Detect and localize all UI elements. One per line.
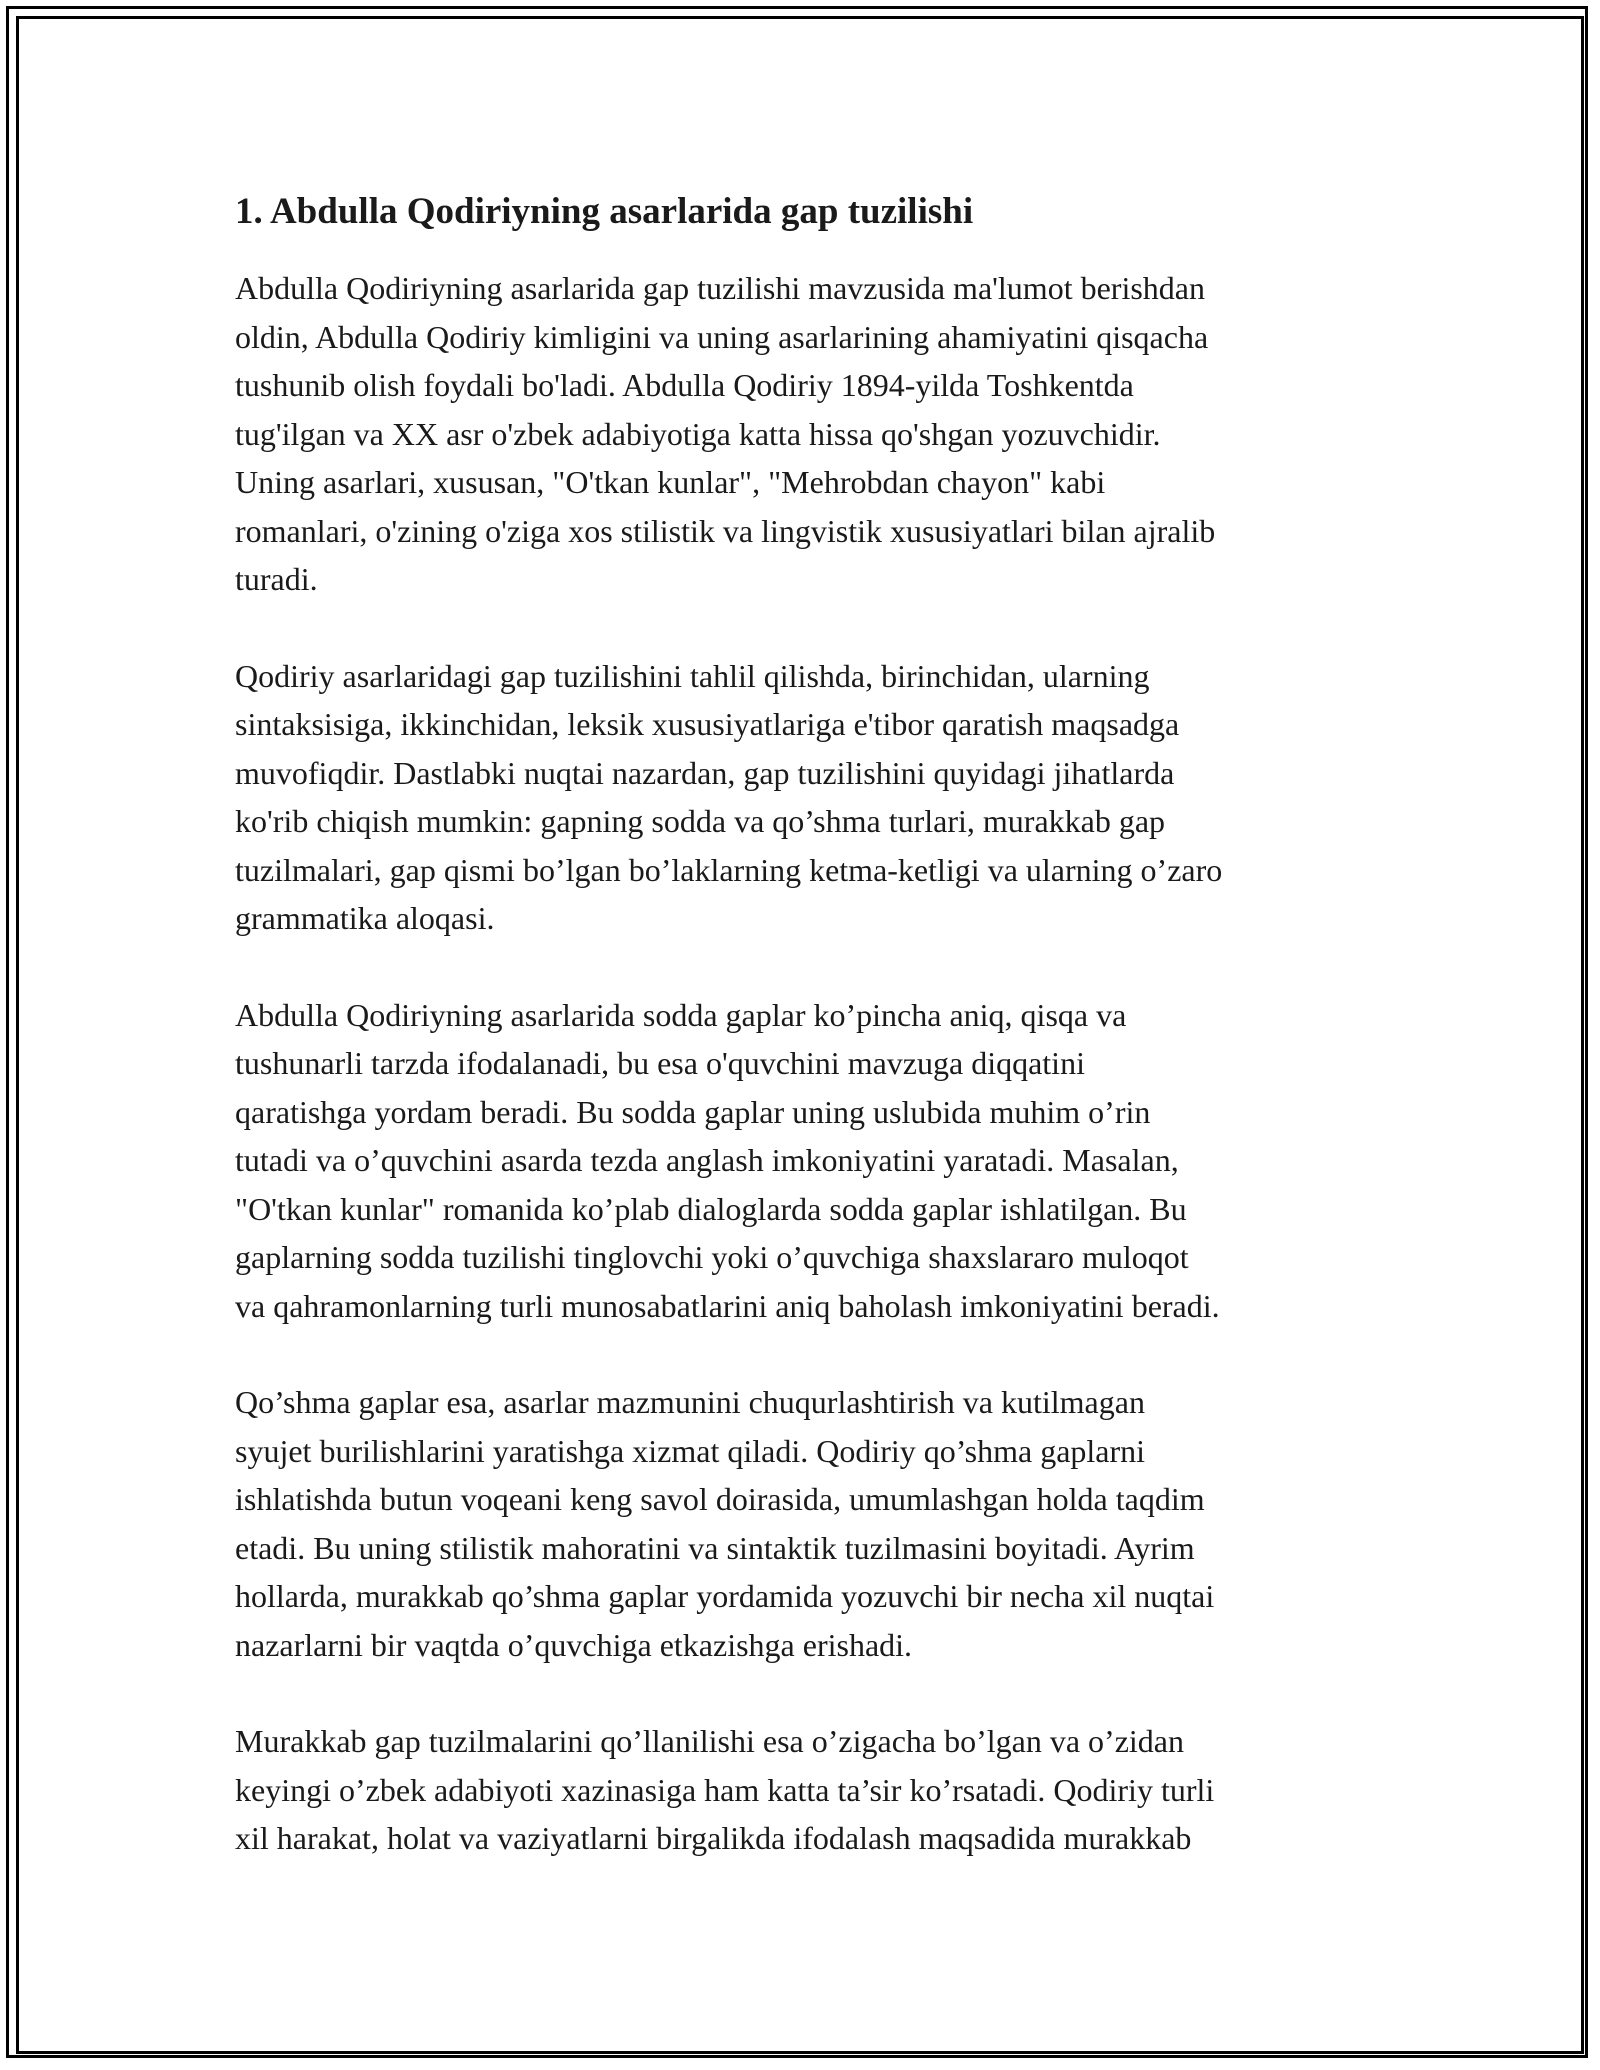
paragraph-line: Qodiriy asarlaridagi gap tuzilishini tahlil qilishda, birinchidan, ularning <box>235 657 1150 694</box>
paragraph-line: hollarda, murakkab qo’shma gaplar yordamida yozuvchi bir necha xil nuqtai <box>235 1578 1215 1615</box>
paragraph-line: romanlari, o'zining o'ziga xos stilistik va lingvistik xususiyatlari bilan ajralib <box>235 512 1216 549</box>
paragraph-line: nazarlarni bir vaqtda o’quvchiga etkazishga erishadi. <box>235 1626 913 1663</box>
paragraph-line: turadi. <box>235 561 318 598</box>
paragraph-line: Murakkab gap tuzilmalarini qo’llanilishi esa o’zigacha bo’lgan va o’zidan <box>235 1723 1184 1760</box>
paragraph-line: oldin, Abdulla Qodiriy kimligini va uning asarlarining ahamiyatini qisqacha <box>235 318 1209 355</box>
paragraph-line: ishlatishda butun voqeani keng savol doirasida, umumlashgan holda taqdim <box>235 1481 1205 1518</box>
paragraph-line: etadi. Bu uning stilistik mahoratini va sintaktik tuzilmasini boyitadi. Ayrim <box>235 1529 1195 1566</box>
paragraph-line: qaratishga yordam beradi. Bu sodda gaplar uning uslubida muhim o’rin <box>235 1093 1151 1130</box>
paragraph-line: tushunarli tarzda ifodalanadi, bu esa o'quvchini mavzuga diqqatini <box>235 1045 1085 1082</box>
paragraph-line: Abdulla Qodiriyning asarlarida sodda gaplar ko’pincha aniq, qisqa va <box>235 996 1127 1033</box>
paragraph-line: tutadi va o’quvchini asarda tezda anglash imkoniyatini yaratadi. Masalan, <box>235 1142 1179 1179</box>
paragraph-line: va qahramonlarning turli munosabatlarini aniq baholash imkoniyatini beradi. <box>235 1287 1220 1324</box>
paragraph-3 <box>235 991 1375 1331</box>
paragraph-5 <box>235 1717 1375 1863</box>
paragraph-line: grammatika aloqasi. <box>235 900 495 937</box>
paragraph-line: Uning asarlari, xususan, "O'tkan kunlar", "Mehrobdan chayon" kabi <box>235 464 1106 501</box>
paragraph-1 <box>235 264 1375 604</box>
paragraph-line: tug'ilgan va XX asr o'zbek adabiyotiga katta hissa qo'shgan yozuvchidir. <box>235 415 1161 452</box>
paragraph-line: "O'tkan kunlar" romanida ko’plab dialoglarda sodda gaplar ishlatilgan. Bu <box>235 1190 1187 1227</box>
paragraph-4 <box>235 1378 1375 1669</box>
paragraph-line: xil harakat, holat va vaziyatlarni birgalikda ifodalash maqsadida murakkab <box>235 1820 1192 1857</box>
paragraph-2 <box>235 652 1375 943</box>
paragraph-line: Qo’shma gaplar esa, asarlar mazmunini chuqurlashtirish va kutilmagan <box>235 1384 1145 1421</box>
paragraph-line: tushunib olish foydali bo'ladi. Abdulla Qodiriy 1894-yilda Toshkentda <box>235 367 1134 404</box>
paragraph-line: Abdulla Qodiriyning asarlarida gap tuzilishi mavzusida ma'lumot berishdan <box>235 270 1205 307</box>
paragraph-line: keyingi o’zbek adabiyoti xazinasiga ham katta ta’sir ko’rsatadi. Qodiriy turli <box>235 1771 1215 1808</box>
paragraph-line: sintaksisiga, ikkinchidan, leksik xususiyatlariga e'tibor qaratish maqsadga <box>235 706 1180 743</box>
paragraph-line: muvofiqdir. Dastlabki nuqtai nazardan, gap tuzilishini quyidagi jihatlarda <box>235 754 1175 791</box>
paragraph-line: syujet burilishlarini yaratishga xizmat qiladi. Qodiriy qo’shma gaplarni <box>235 1432 1146 1469</box>
document-title: 1. Abdulla Qodiriyning asarlarida gap tuzilishi <box>235 191 974 232</box>
document-page <box>235 190 1375 1911</box>
paragraph-line: tuzilmalari, gap qismi bo’lgan bo’laklarning ketma-ketligi va ularning o’zaro <box>235 851 1223 888</box>
paragraph-line: ko'rib chiqish mumkin: gapning sodda va qo’shma turlari, murakkab gap <box>235 803 1166 840</box>
paragraph-line: gaplarning sodda tuzilishi tinglovchi yoki o’quvchiga shaxslararo muloqot <box>235 1239 1189 1276</box>
